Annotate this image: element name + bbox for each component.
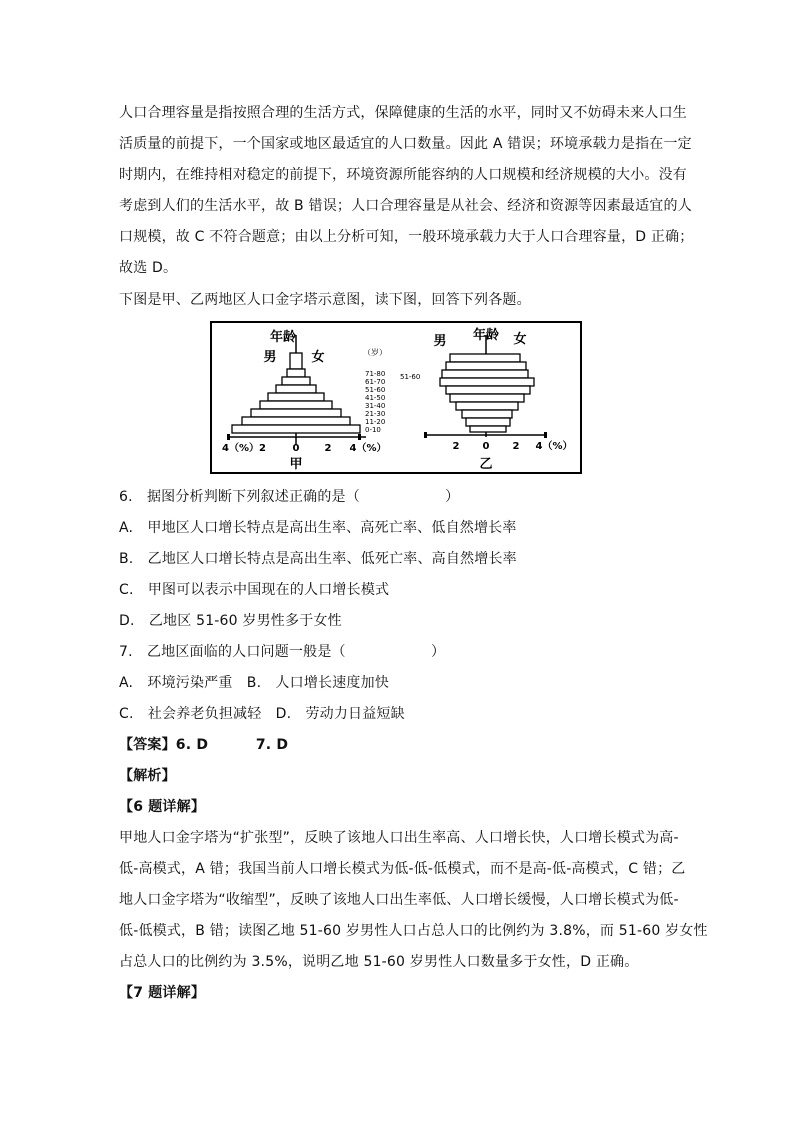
- passage-line: 口规模，故 C 不符合题意；由以上分析可知，一般环境承载力大于人口合理容量，D 正确；: [119, 229, 694, 245]
- jia-tick-label: 4（%）2: [222, 443, 266, 454]
- question-6-option-a: A. 甲地区人口增长特点是高出生率、高死亡率、低自然增长率: [119, 520, 517, 536]
- jia-age-label: 51-60: [365, 386, 386, 394]
- yi-caption: 乙: [479, 457, 493, 472]
- yi-male-label: 男: [433, 334, 447, 349]
- jia-bar-0-10: [232, 425, 360, 433]
- question-6-detail-line: 占总人口的比例约为 3.5%，说明乙地 51-60 岁男性人口数量多于女性，D 正确。: [119, 954, 639, 970]
- yi-female-label: 女: [513, 332, 527, 347]
- jia-age-label: 21-30: [365, 410, 386, 418]
- jia-tick-label: 2: [324, 443, 332, 454]
- question-7-options-row-1: A. 环境污染严重 B. 人口增长速度加快: [119, 675, 390, 691]
- jia-unit-label: （岁）: [363, 348, 387, 357]
- jia-male-label: 男: [263, 350, 277, 365]
- question-6-stem: 6. 据图分析判断下列叙述正确的是（ ）: [119, 489, 460, 505]
- answer-line: 【答案】6. D 7. D: [119, 737, 289, 753]
- yi-bar: [446, 362, 526, 370]
- yi-bar: [456, 402, 518, 410]
- question-6-detail-line: 地人口金字塔为“收缩型”，反映了该地人口出生率低、人口增长缓慢，人口增长模式为低-: [119, 892, 679, 908]
- question-7-stem: 7. 乙地区面临的人口问题一般是（ ）: [119, 644, 446, 660]
- jia-bar-51-60: [276, 385, 316, 393]
- jia-age-title: 年龄: [269, 330, 297, 345]
- yi-age-title: 年龄: [472, 328, 500, 343]
- question-6-detail-line: 低-高模式，A 错；我国当前人口增长模式为低-低-低模式，而不是高-低-高模式，C 错；乙: [119, 861, 686, 877]
- yi-bar-51-60: [440, 378, 534, 386]
- yi-bar: [446, 386, 530, 394]
- jia-bar-31-40: [260, 401, 332, 409]
- yi-bar: [450, 354, 520, 362]
- question-6-option-c: C. 甲图可以表示中国现在的人口增长模式: [119, 582, 390, 598]
- jia-female-label: 女: [311, 350, 325, 365]
- question-6-option-d: D. 乙地区 51-60 岁男性多于女性: [119, 613, 342, 629]
- figure-intro: 下图是甲、乙两地区人口金字塔示意图，读下图，回答下列各题。: [119, 292, 531, 308]
- question-6-detail-heading: 【6 题详解】: [119, 799, 206, 815]
- jia-tick-label: 0: [292, 443, 300, 454]
- yi-age-label: 51-60: [400, 373, 421, 381]
- yi-axis-tick: [544, 432, 547, 438]
- jia-age-labels: [365, 370, 385, 434]
- jia-caption: 甲: [289, 457, 303, 472]
- yi-bar: [462, 410, 512, 418]
- jia-age-label: 11-20: [365, 418, 386, 426]
- jia-bar-61-70: [282, 377, 310, 385]
- analysis-heading: 【解析】: [119, 768, 176, 784]
- jia-bar-21-30: [251, 409, 341, 417]
- question-7-options-row-2: C. 社会养老负担减轻 D. 劳动力日益短缺: [119, 706, 405, 722]
- passage-line: 活质量的前提下，一个国家或地区最适宜的人口数量。因此 A 错误；环境承载力是指在一定: [119, 136, 692, 152]
- passage-line: 故选 D。: [119, 260, 178, 276]
- jia-age-label: 31-40: [365, 402, 386, 410]
- yi-tick-label: 0: [482, 441, 490, 452]
- yi-bar: [470, 426, 506, 432]
- yi-tick-label: 4（%）: [535, 441, 573, 452]
- yi-tick-label: 2: [512, 441, 520, 452]
- passage-line: 人口合理容量是指按照合理的生活方式，保障健康的生活的水平，同时又不妨碍未来人口生: [119, 105, 687, 121]
- yi-bar: [450, 394, 524, 402]
- jia-bar-41-50: [268, 393, 324, 401]
- yi-bar: [442, 370, 528, 378]
- jia-age-label: 0-10: [365, 426, 381, 434]
- jia-axis-tick: [227, 434, 230, 440]
- question-6-detail-line: 甲地人口金字塔为“扩张型”，反映了该地人口出生率高、人口增长快，人口增长模式为高-: [119, 830, 679, 846]
- jia-axis-tick: [358, 434, 361, 440]
- yi-axis-tick: [424, 432, 427, 438]
- question-6-option-b: B. 乙地区人口增长特点是高出生率、低死亡率、高自然增长率: [119, 551, 517, 567]
- jia-tick-label: 4（%）: [349, 443, 387, 454]
- question-7-detail-heading: 【7 题详解】: [119, 985, 206, 1001]
- jia-age-label: 61-70: [365, 378, 386, 386]
- jia-bar-71-80: [287, 369, 305, 377]
- population-pyramids-figure: [210, 321, 582, 474]
- jia-bar-11-20: [242, 417, 350, 425]
- passage-line: 考虑到人们的生活水平，故 B 错误；人口合理容量是从社会、经济和资源等因素最适宜的人: [119, 198, 692, 214]
- question-6-detail-line: 低-低模式，B 错；读图乙地 51-60 岁男性人口占总人口的比例约为 3.8%，而 51-60 岁女性: [119, 923, 708, 939]
- jia-age-label: 71-80: [365, 370, 386, 378]
- jia-age-label: 41-50: [365, 394, 386, 402]
- yi-tick-label: 2: [452, 441, 460, 452]
- jia-bar-top: [290, 353, 302, 369]
- passage-line: 时期内，在维持相对稳定的前提下，环境资源所能容纳的人口规模和经济规模的大小。没有: [119, 167, 687, 183]
- yi-bar: [466, 418, 510, 426]
